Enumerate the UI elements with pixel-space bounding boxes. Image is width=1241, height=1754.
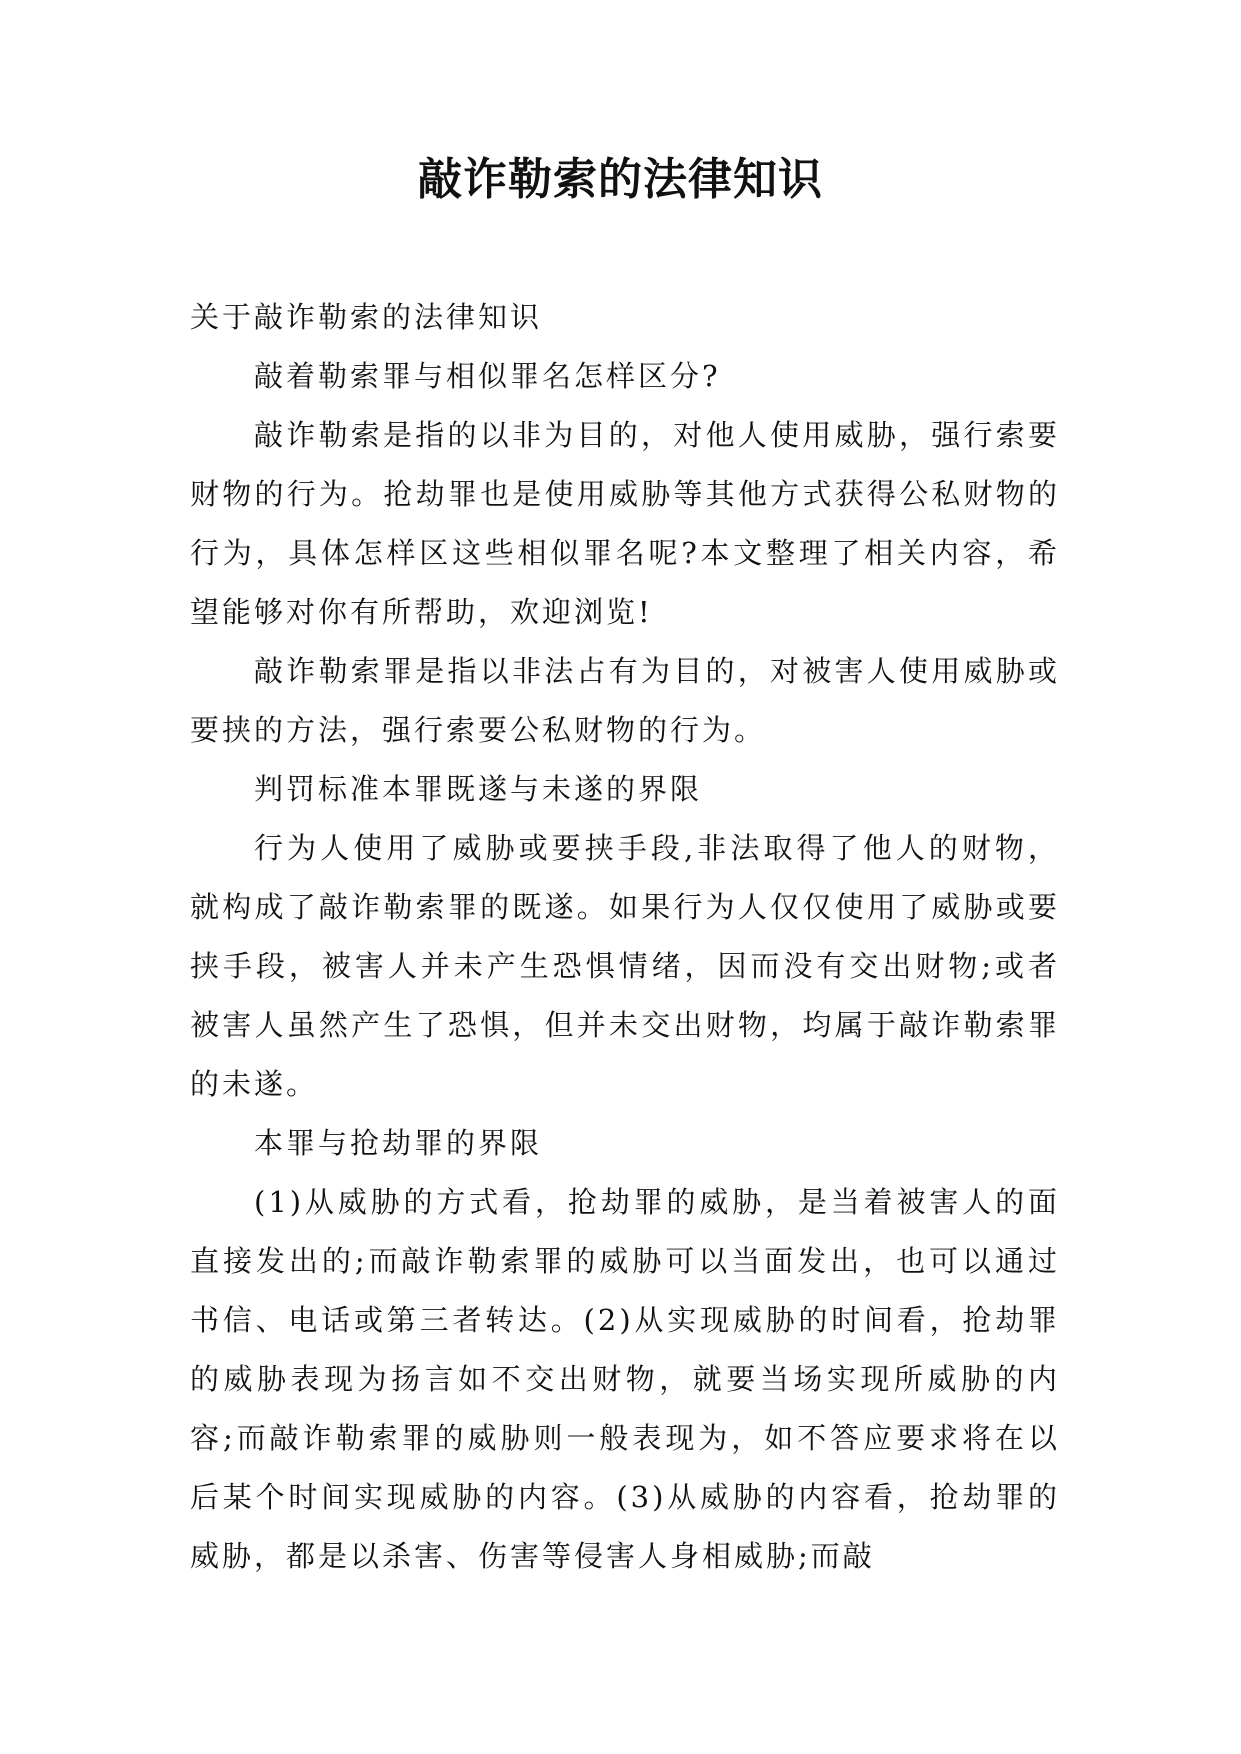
robbery-heading: 本罪与抢劫罪的界限 [254, 1126, 543, 1160]
intro-line: 关于敲诈勒索的法律知识 [190, 300, 543, 334]
standard-paragraph: 行为人使用了威胁或要挟手段,非法取得了他人的财物，就构成了敲诈勒索罪的既遂。如果行为人仅仅使用了威胁或要挟手段，被害人并未产生恐惧情绪，因而没有交出财物;或者被害人虽然产生了恐惧，但并未交出财物，均属于敲诈勒索罪的未遂。 [190, 831, 1060, 1101]
standard-heading: 判罚标准本罪既遂与未遂的界限 [254, 772, 703, 806]
robbery-paragraph: (1)从威胁的方式看，抢劫罪的威胁，是当着被害人的面直接发出的;而敲诈勒索罪的威胁可以当面发出，也可以通过书信、电话或第三者转达。(2)从实现威胁的时间看，抢劫罪的威胁表现为扬言如不交出财物，就要当场实现所威胁的内容;而敲诈勒索罪的威胁则一般表现为，如不答应要求将在以后某个时间实现威胁的内容。(3)从威胁的内容看，抢劫罪的威胁，都是以杀害、伤害等侵害人身相威胁;而敲 [190, 1185, 1060, 1573]
question-paragraph: 敲着勒索罪与相似罪名怎样区分? [254, 359, 721, 393]
document-body [190, 288, 1060, 1586]
overview-paragraph: 敲诈勒索是指的以非为目的，对他人使用威胁，强行索要财物的行为。抢劫罪也是使用威胁等其他方式获得公私财物的行为，具体怎样区这些相似罪名呢?本文整理了相关内容，希望能够对你有所帮助，欢迎浏览! [190, 418, 1060, 629]
definition-paragraph: 敲诈勒索罪是指以非法占有为目的，对被害人使用威胁或要挟的方法，强行索要公私财物的行为。 [190, 654, 1060, 747]
document-title: 敲诈勒索的法律知识 [418, 154, 823, 205]
